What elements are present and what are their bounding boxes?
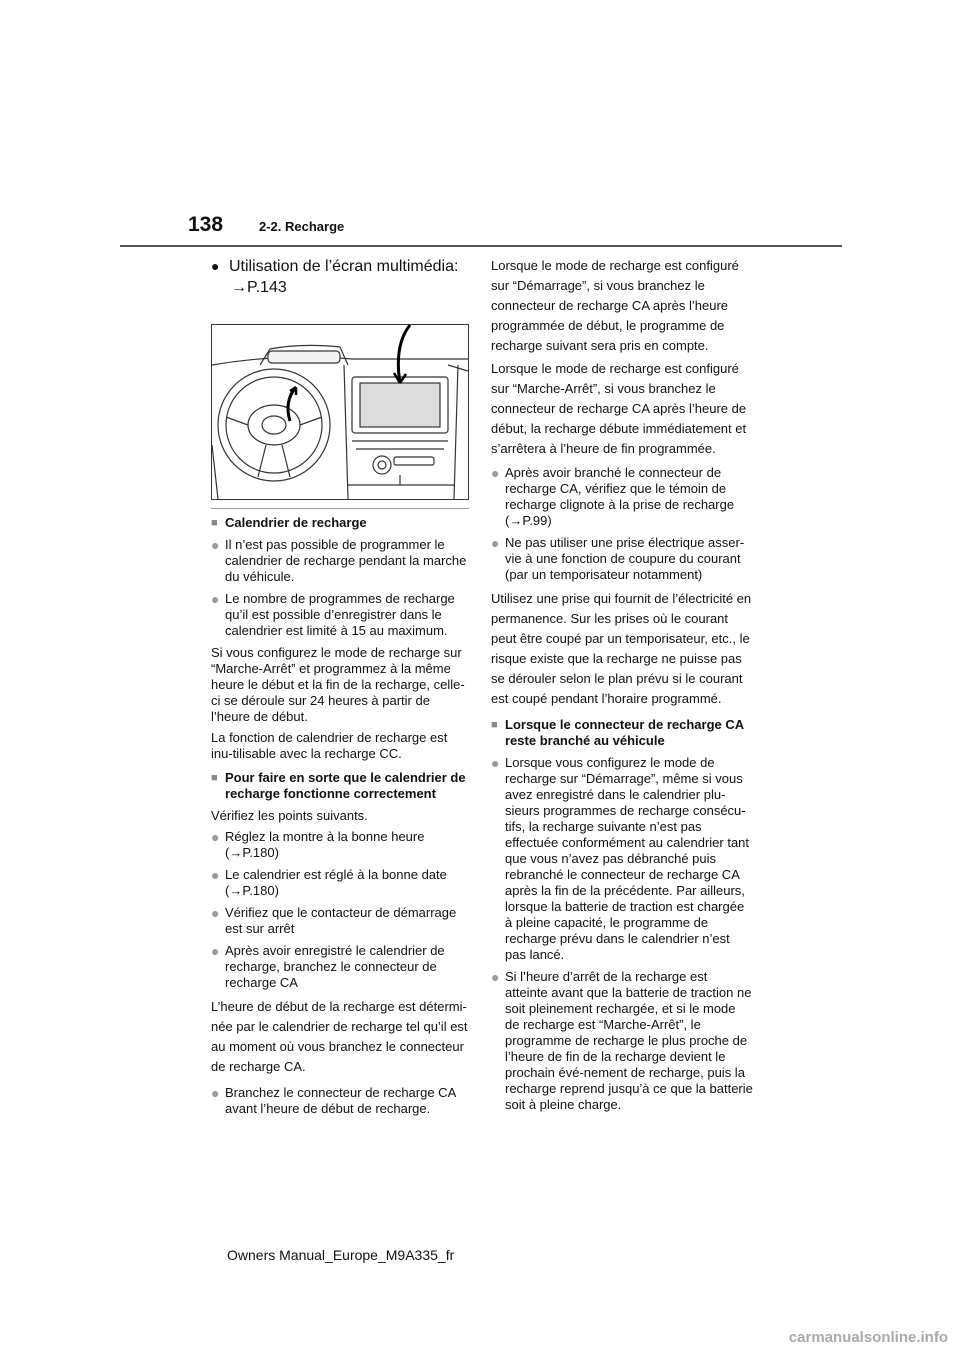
- lead-ref-link[interactable]: →P.143: [231, 279, 287, 296]
- section-heading: [211, 515, 469, 531]
- watermark: carmanualsonline.info: [788, 1329, 948, 1346]
- list-item-text: Le calendrier est réglé à la bonne date (→P.180): [225, 867, 447, 898]
- section-heading: [211, 770, 469, 802]
- paragraph: Utilisez une prise qui fournit de l’électricité en permanence. Sur les prises où le courant peut être coupé par un temporisateur, etc., le risque existe que la recharge ne puisse pas se dérouler selon le plan prévu si le courant est coupé pendant l’horaire programmé.: [491, 591, 752, 706]
- list-item-text: Vérifiez que le contacteur de démarrage est sur arrêt: [225, 905, 457, 936]
- list-item-text: Il n’est pas possible de programmer le calendrier de recharge pendant la marche du véhicule.: [225, 537, 467, 584]
- bullet-icon: ●: [211, 943, 220, 959]
- list-item: [211, 591, 469, 639]
- list-item-text: Après avoir branché le connecteur de recharge CA, vérifiez que le témoin de recharge clignote à la prise de recharge (→P.99): [505, 465, 735, 528]
- bullet-icon: ●: [211, 258, 220, 274]
- list-item: [491, 465, 753, 529]
- dashboard-illustration: [211, 324, 469, 500]
- bullet-icon: ●: [491, 969, 500, 985]
- paragraph: L’heure de début de la recharge est détermi-née par le calendrier de recharge tel qu’il est au moment où vous branchez le connecteur de recharge CA.: [211, 999, 468, 1074]
- heading-text: Lorsque le connecteur de recharge CA reste branché au véhicule: [505, 717, 744, 748]
- list-item: [211, 1085, 469, 1117]
- left-column: [211, 256, 469, 1123]
- footer-text: Owners Manual_Europe_M9A335_fr: [227, 1247, 455, 1263]
- list-item: [491, 535, 753, 583]
- bullet-icon: ●: [491, 535, 500, 551]
- list-item-text: Ne pas utiliser une prise électrique asser-vie à une fonction de coupure du courant (par un temporisateur notamment): [505, 535, 745, 582]
- paragraph: La fonction de calendrier de recharge est inu-tilisable avec la recharge CC.: [211, 730, 448, 761]
- section-title: 2-2. Recharge: [259, 219, 345, 234]
- square-icon: ■: [491, 719, 498, 731]
- right-column: [491, 256, 753, 1119]
- bullet-icon: ●: [491, 755, 500, 771]
- list-item-text: Lorsque vous configurez le mode de recharge sur “Démarrage”, même si vous avez enregistré dans le calendrier plu-sieurs programmes de recharge consécu-tifs, la recharge suivante n’est pas effectuée conformément au calendrier tant que vous n’avez pas débranché puis rebranché le connecteur de recharge CA après la fin de la précédente. Par ailleurs, lorsque la batterie de traction est chargée à pleine capacité, le programme de recharge prévu dans le calendrier n’est pas lancé.: [505, 755, 750, 962]
- heading-text: Pour faire en sorte que le calendrier de recharge fonctionne correctement: [225, 770, 466, 801]
- list-item-text: Réglez la montre à la bonne heure (→P.180): [225, 829, 425, 860]
- bullet-icon: ●: [211, 591, 220, 607]
- paragraph: Lorsque le mode de recharge est configuré sur “Démarrage”, si vous branchez le connecteur de recharge CA après l’heure programmée de début, le programme de recharge suivant sera pris en compte.: [491, 258, 739, 353]
- list-item-text: Branchez le connecteur de recharge CA avant l’heure de début de recharge.: [225, 1085, 456, 1116]
- figure-divider: [211, 508, 469, 509]
- header-divider: [120, 245, 842, 247]
- list-item-text: Si l’heure d’arrêt de la recharge est atteinte avant que la batterie de traction ne soit pleinement rechargée, et si le mode de recharge est “Marche-Arrêt”, le programme de recharge le plus proche de l’heure de fin de la recharge devient le prochain évé-nement de recharge, puis la recharge reprend jusqu’à ce que la batterie soit à pleine charge.: [505, 969, 753, 1112]
- paragraph: Si vous configurez le mode de recharge sur “Marche-Arrêt” et programmez à la même heure le début et la fin de la recharge, celle-ci se déroule sur 24 heures à partir de l’heure de début.: [211, 645, 465, 724]
- dashboard-drawing: [212, 325, 468, 499]
- heading-text: Calendrier de recharge: [225, 515, 367, 530]
- section-heading: [491, 717, 753, 749]
- list-item: [211, 829, 469, 861]
- lead-text: Utilisation de l’écran multimédia:: [229, 258, 459, 275]
- list-item-text: Après avoir enregistré le calendrier de recharge, branchez le connecteur de recharge CA: [225, 943, 445, 990]
- list-item: [211, 867, 469, 899]
- bullet-icon: ●: [211, 905, 220, 921]
- square-icon: ■: [211, 772, 218, 784]
- list-item: [491, 969, 753, 1113]
- list-item-text: Le nombre de programmes de recharge qu’il est possible d’enregistrer dans le calendrier est limité à 15 au maximum.: [225, 591, 455, 638]
- bullet-icon: ●: [491, 465, 500, 481]
- page-number: 138: [188, 213, 224, 236]
- list-item: [491, 755, 753, 963]
- bullet-icon: ●: [211, 537, 220, 553]
- list-item: [211, 537, 469, 585]
- paragraph: Vérifiez les points suivants.: [211, 808, 368, 823]
- bullet-icon: ●: [211, 867, 220, 883]
- list-item: [211, 943, 469, 991]
- bullet-icon: ●: [211, 1085, 220, 1101]
- paragraph: Lorsque le mode de recharge est configuré sur “Marche-Arrêt”, si vous branchez le connecteur de recharge CA après l’heure de début, la recharge débute immédiatement et s’arrêtera à l’heure de fin programmée.: [491, 361, 747, 456]
- list-item: [211, 905, 469, 937]
- square-icon: ■: [211, 517, 218, 529]
- lead-item: [211, 256, 469, 298]
- bullet-icon: ●: [211, 829, 220, 845]
